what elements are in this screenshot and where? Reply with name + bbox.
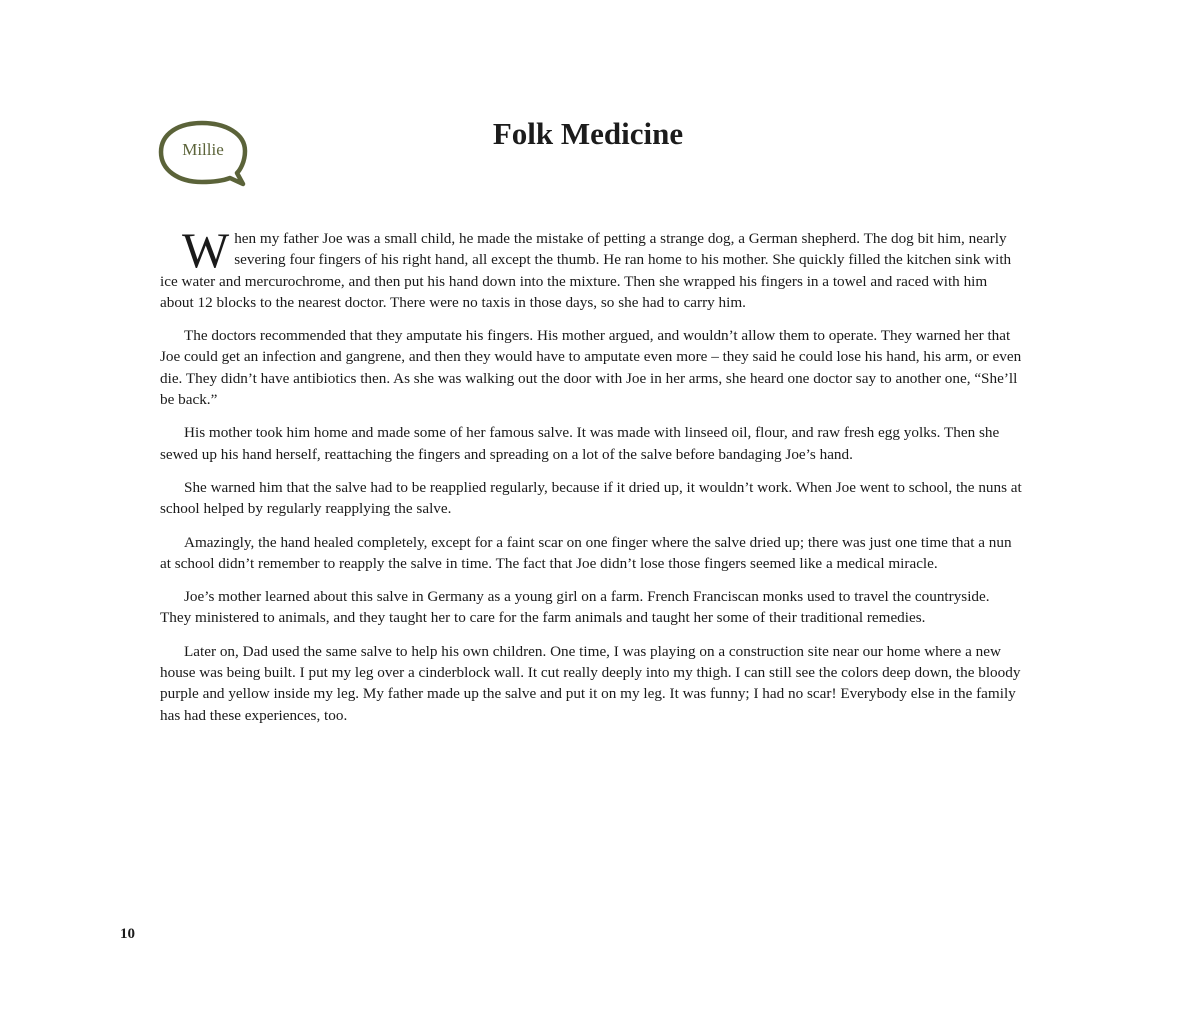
speaker-name: Millie bbox=[182, 140, 224, 159]
article-body bbox=[160, 222, 1022, 738]
paragraph: Joe’s mother learned about this salve in Germany as a young girl on a farm. French Franciscan monks used to travel the countryside. They ministered to animals, and they taught her to care for the farm animals and taught her some of their traditional remedies. bbox=[160, 588, 990, 627]
paragraph: His mother took him home and made some of her famous salve. It was made with linseed oil, flour, and raw fresh egg yolks. Then she sewed up his hand herself, reattaching the fingers and spreading on a lot of the salve before bandaging Joe’s hand. bbox=[160, 424, 1000, 463]
paragraph: She warned him that the salve had to be reapplied regularly, because if it dried up, it wouldn’t work. When Joe went to school, the nuns at school helped by regularly reapplying the salve. bbox=[160, 478, 1022, 518]
paragraph: The doctors recommended that they amputate his fingers. His mother argued, and wouldn’t allow them to operate. They warned her that Joe could get an infection and gangrene, and then they would have to amputate even more – they said he could lose his hand, his arm, or even die. They didn’t have antibiotics then. As she was walking out the door with Joe in her arms, she heard one doctor say to another one, “She’ll be back.” bbox=[160, 327, 1022, 409]
page-number: 10 bbox=[120, 926, 135, 942]
speaker-badge bbox=[158, 120, 250, 190]
paragraph-text: hen my father Joe was a small child, he made the mistake of petting a strange dog, a German shepherd. The dog bit him, nearly severing four fingers of his right hand, all except the thumb. He ran home to his mother. She quickly filled the kitchen sink with ice water and mercurochrome, and then put his hand down into the mixture. Then she wrapped his fingers in a towel and raced with him about 12 blocks to the nearest doctor. There were no taxis in those days, so she had to carry him. bbox=[160, 230, 1012, 311]
page-title: Folk Medicine bbox=[492, 116, 684, 151]
drop-cap: W bbox=[182, 222, 230, 278]
paragraph bbox=[160, 222, 1022, 313]
paragraph: Amazingly, the hand healed completely, except for a faint scar on one finger where the salve dried up; there was just one time that a nun at school didn’t remember to reapply the salve in time. The fact that Joe didn’t lose those fingers seemed like a medical miracle. bbox=[160, 533, 1012, 572]
paragraph: Later on, Dad used the same salve to help his own children. One time, I was playing on a construction site near our home where a new house was being built. I put my leg over a cinderblock wall. It cut really deeply into my thigh. I can still see the colors deep down, the bloody purple and yellow inside my leg. My father made up the salve and put it on my leg. It was funny; I had no scar! Everybody else in the family has had these experiences, too. bbox=[160, 642, 1021, 724]
